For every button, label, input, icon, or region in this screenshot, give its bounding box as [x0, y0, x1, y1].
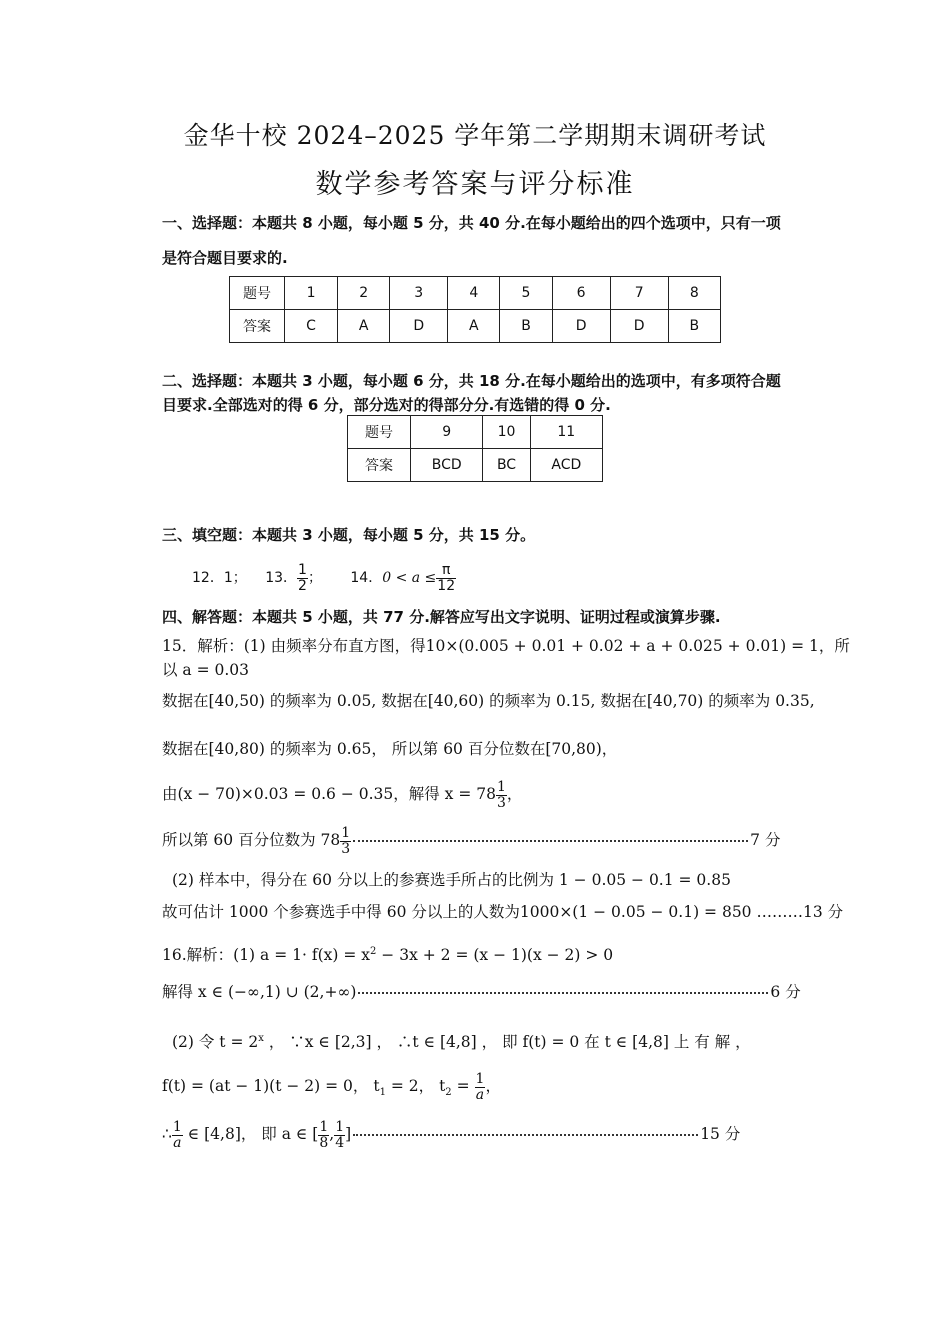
- answer-13-fraction: $\frac{1}{2}$: [298, 561, 307, 594]
- p16-line2: 解得 x ∈ (−∞,1) ∪ (2,+∞) 6 分: [162, 983, 801, 1001]
- table-cell: ACD: [530, 449, 602, 482]
- table-cell: 5: [500, 277, 552, 310]
- dotted-leader: [358, 992, 768, 994]
- p16-line5: ∴ $\frac{1}{a}$ ∈ [4,8]， 即 a ∈ [ $\frac{1}{8}$ , $\frac{1}{4}$ ] 15 分: [162, 1118, 741, 1151]
- table-cell: B: [500, 310, 552, 343]
- table-cell: 9: [411, 416, 483, 449]
- table-cell: 8: [668, 277, 720, 310]
- p15-line7: (2) 样本中，得分在 60 分以上的参赛选手所占的比例为 1 − 0.05 − 0.1 = 0.85: [172, 871, 731, 889]
- table-row: [348, 449, 603, 482]
- score-label: 7 分: [750, 831, 781, 849]
- section1-heading-line2: 是符合题目要求的.: [162, 249, 288, 267]
- fraction-one-over-a: $\frac{1}{a}$: [475, 1070, 485, 1103]
- answer-14-expr: 0 < a ≤: [382, 570, 437, 586]
- p15-line4: 数据在[40,80) 的频率为 0.65， 所以第 60 百分位数在[70,80)，: [162, 740, 618, 758]
- table-cell: C: [285, 310, 338, 343]
- table-cell: A: [448, 310, 500, 343]
- section4-heading: 四、解答题：本题共 5 小题，共 77 分.解答应写出文字说明、证明过程或演算步骤.: [162, 608, 721, 626]
- table-cell: BCD: [411, 449, 483, 482]
- section3-heading: 三、填空题：本题共 3 小题，每小题 5 分，共 15 分。: [162, 526, 536, 544]
- fraction-one-eighth: $\frac{1}{8}$: [319, 1118, 329, 1151]
- table-cell-label: 答案: [230, 310, 285, 343]
- table-cell: 3: [390, 277, 448, 310]
- p15-line1: 15．解析：(1) 由频率分布直方图，得10×(0.005 + 0.01 + 0.02 + a + 0.025 + 0.01) = 1，所: [162, 637, 850, 655]
- p16-line3: (2) 令 $t = 2^x$ ， ∵x ∈ [2,3] ， ∴t ∈ [4,8] ， 即 f(t) = 0 在 t ∈ [4,8] 上 有 解 ，: [172, 1032, 751, 1051]
- table-cell: D: [552, 310, 610, 343]
- section1-heading-line1: 一、选择题：本题共 8 小题，每小题 5 分，共 40 分.在每小题给出的四个选项中，只有一项: [162, 214, 781, 232]
- table-cell: BC: [483, 449, 530, 482]
- table-cell: B: [668, 310, 720, 343]
- table-cell: 7: [610, 277, 668, 310]
- p16-line4: f(t) = (at − 1)(t − 2) = 0， $t_1 = 2$， $t_2$ = $\frac{1}{a}$ ，: [162, 1070, 501, 1103]
- page-subtitle: 数学参考答案与评分标准: [315, 169, 635, 200]
- table-cell: 11: [530, 416, 602, 449]
- section2-heading-line1: 二、选择题：本题共 3 小题，每小题 6 分，共 18 分.在每小题给出的选项中，有多项符合题: [162, 372, 781, 390]
- table-cell: 2: [338, 277, 390, 310]
- p15-line3: 数据在[40,50) 的频率为 0.05, 数据在[40,60) 的频率为 0.15, 数据在[40,70) 的频率为 0.35,: [162, 692, 815, 710]
- table-cell-label: 题号: [230, 277, 285, 310]
- section1-answer-table: [229, 276, 721, 343]
- answer-14-prefix: 14．: [350, 570, 383, 586]
- answer-13-suffix: ；: [307, 570, 322, 586]
- table-row: [348, 416, 603, 449]
- section2-heading-line2: 目要求.全部选对的得 6 分，部分选对的得部分分.有选错的得 0 分.: [162, 396, 611, 414]
- table-cell: 6: [552, 277, 610, 310]
- table-cell: A: [338, 310, 390, 343]
- fill-blank-answers: [192, 558, 456, 598]
- table-cell: 10: [483, 416, 530, 449]
- p15-line2: 以 a = 0.03: [162, 661, 250, 679]
- table-cell: 4: [448, 277, 500, 310]
- fraction-one-over-a: $\frac{1}{a}$: [172, 1118, 182, 1151]
- fraction-one-third: $\frac{1}{3}$: [341, 824, 351, 857]
- table-cell-label: 题号: [348, 416, 411, 449]
- table-row: [230, 277, 721, 310]
- answer-13-prefix: 13．: [265, 570, 298, 586]
- section2-answer-table: [347, 415, 603, 482]
- p15-line5: 由(x − 70)×0.03 = 0.6 − 0.35，解得 x = 78 $\frac{1}{3}$ ，: [162, 778, 523, 811]
- answer-14-fraction: $\frac{\pi}{12}$: [437, 561, 456, 594]
- score-label: 15 分: [700, 1125, 741, 1143]
- p15-line8: 故可估计 1000 个参赛选手中得 60 分以上的人数为1000×(1 − 0.05 − 0.1) = 850 ………13 分: [162, 903, 844, 921]
- table-cell: D: [610, 310, 668, 343]
- fraction-one-third: $\frac{1}{3}$: [496, 778, 506, 811]
- table-cell: 1: [285, 277, 338, 310]
- answer-12: 12．1；: [192, 570, 247, 586]
- p15-line6: 所以第 60 百分位数为 78 $\frac{1}{3}$ 7 分: [162, 824, 781, 857]
- fraction-one-quarter: $\frac{1}{4}$: [335, 1118, 345, 1151]
- table-row: [230, 310, 721, 343]
- score-label: 6 分: [770, 983, 801, 1001]
- dotted-leader: [353, 1134, 698, 1136]
- p16-line1: 16.解析：(1) $a = 1\cdot f(x) = x^2 - 3x + 2 = (x - 1)(x - 2) > 0$: [162, 945, 614, 964]
- page-title: 金华十校 2024–2025 学年第二学期期末调研考试: [183, 121, 767, 150]
- table-cell: D: [390, 310, 448, 343]
- dotted-leader: [353, 840, 748, 842]
- table-cell-label: 答案: [348, 449, 411, 482]
